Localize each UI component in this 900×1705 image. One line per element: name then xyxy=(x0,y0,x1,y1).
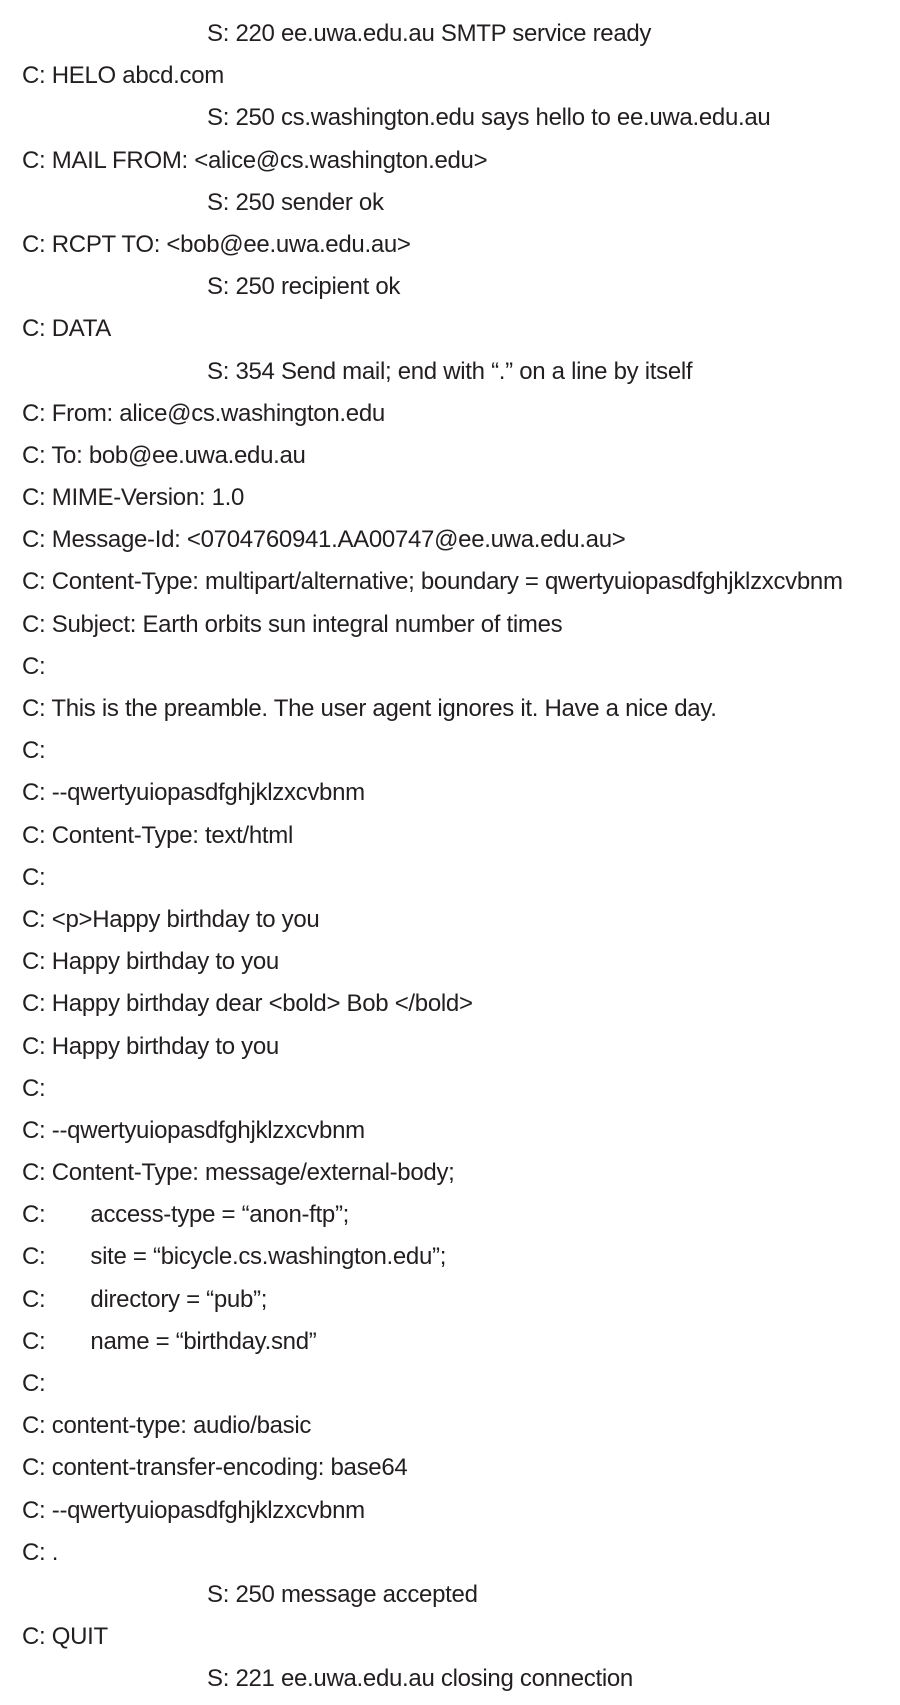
client-line xyxy=(0,1152,900,1194)
line-text: C: HELO abcd.com xyxy=(22,62,224,90)
line-text: C: RCPT TO: <bob@ee.uwa.edu.au> xyxy=(22,230,411,258)
line-text: C: To: bob@ee.uwa.edu.au xyxy=(22,441,306,469)
line-text: C: From: alice@cs.washington.edu xyxy=(22,399,385,427)
line-text: C: Happy birthday dear <bold> Bob </bold> xyxy=(22,990,473,1018)
line-text: C: content-type: audio/basic xyxy=(22,1412,312,1440)
client-line xyxy=(0,477,900,519)
smtp-transcript xyxy=(0,13,900,1701)
client-line xyxy=(0,1110,900,1152)
client-line xyxy=(0,435,900,477)
client-line xyxy=(0,1068,900,1110)
line-text: C: Content-Type: text/html xyxy=(22,821,293,849)
line-text: C: Content-Type: multipart/alternative; boundary = qwertyuiopasdfghjklzxcvbnm xyxy=(22,568,843,596)
client-line xyxy=(0,308,900,350)
client-line xyxy=(0,772,900,814)
client-line xyxy=(0,604,900,646)
line-text: C: Message-Id: <0704760941.AA00747@ee.uwa.edu.au> xyxy=(22,526,626,554)
line-text: C: --qwertyuiopasdfghjklzxcvbnm xyxy=(22,779,365,807)
client-line xyxy=(0,1279,900,1321)
server-line xyxy=(0,351,900,393)
line-prefix: C: xyxy=(22,1201,46,1229)
line-prefix: C: xyxy=(22,1243,46,1271)
line-text: S: 250 message accepted xyxy=(207,1580,478,1608)
line-text: C: xyxy=(22,652,46,680)
client-line xyxy=(0,688,900,730)
client-line xyxy=(0,519,900,561)
client-line xyxy=(0,1616,900,1658)
server-line xyxy=(0,97,900,139)
line-text: C: Happy birthday to you xyxy=(22,948,279,976)
client-line xyxy=(0,646,900,688)
line-text: C: <p>Happy birthday to you xyxy=(22,905,320,933)
line-text: S: 221 ee.uwa.edu.au closing connection xyxy=(207,1665,633,1693)
client-line xyxy=(0,983,900,1025)
client-line xyxy=(0,140,900,182)
line-prefix: C: xyxy=(22,1285,46,1313)
line-text: S: 220 ee.uwa.edu.au SMTP service ready xyxy=(207,20,652,47)
line-text: access-type = “anon-ftp”; xyxy=(90,1201,350,1229)
client-line xyxy=(0,899,900,941)
line-text: C: MAIL FROM: <alice@cs.washington.edu> xyxy=(22,146,488,174)
client-line xyxy=(0,857,900,899)
line-text: C: xyxy=(22,863,46,891)
client-line xyxy=(0,561,900,603)
client-line xyxy=(0,815,900,857)
line-text: C: Happy birthday to you xyxy=(22,1032,279,1060)
server-line xyxy=(0,1574,900,1616)
line-text: C: xyxy=(22,1074,46,1102)
line-text: C: xyxy=(22,737,46,765)
line-text: C: --qwertyuiopasdfghjklzxcvbnm xyxy=(22,1116,365,1144)
client-line xyxy=(0,1447,900,1489)
client-line xyxy=(0,1026,900,1068)
server-line xyxy=(0,1658,900,1700)
line-text: C: content-transfer-encoding: base64 xyxy=(22,1454,408,1482)
line-text: C: --qwertyuiopasdfghjklzxcvbnm xyxy=(22,1496,365,1524)
client-line xyxy=(0,393,900,435)
line-text: S: 250 cs.washington.edu says hello to ee.uwa.edu.au xyxy=(207,104,771,132)
line-text: C: . xyxy=(22,1538,59,1566)
line-text: S: 354 Send mail; end with “.” on a line by itself xyxy=(207,357,693,385)
client-line xyxy=(0,1405,900,1447)
line-text: name = “birthday.snd” xyxy=(90,1327,317,1355)
server-line xyxy=(0,13,900,55)
client-line xyxy=(0,1532,900,1574)
line-prefix: C: xyxy=(22,1327,46,1355)
line-text: C: DATA xyxy=(22,315,112,343)
client-line xyxy=(0,1321,900,1363)
line-text: C: xyxy=(22,1370,46,1397)
line-text: C: QUIT xyxy=(22,1623,108,1651)
client-line xyxy=(0,1363,900,1405)
client-line xyxy=(0,1490,900,1532)
client-line xyxy=(0,1236,900,1278)
line-text: C: MIME-Version: 1.0 xyxy=(22,484,245,512)
server-line xyxy=(0,182,900,224)
line-text: C: Subject: Earth orbits sun integral number of times xyxy=(22,610,563,638)
line-text: S: 250 recipient ok xyxy=(207,273,401,301)
line-text: directory = “pub”; xyxy=(90,1285,268,1313)
client-line xyxy=(0,1194,900,1236)
server-line xyxy=(0,266,900,308)
line-text: S: 250 sender ok xyxy=(207,188,384,216)
client-line xyxy=(0,224,900,266)
line-text: C: This is the preamble. The user agent ignores it. Have a nice day. xyxy=(22,695,717,722)
client-line xyxy=(0,55,900,97)
line-text: C: Content-Type: message/external-body; xyxy=(22,1159,455,1187)
client-line xyxy=(0,730,900,772)
client-line xyxy=(0,941,900,983)
line-text: site = “bicycle.cs.washington.edu”; xyxy=(90,1243,447,1271)
